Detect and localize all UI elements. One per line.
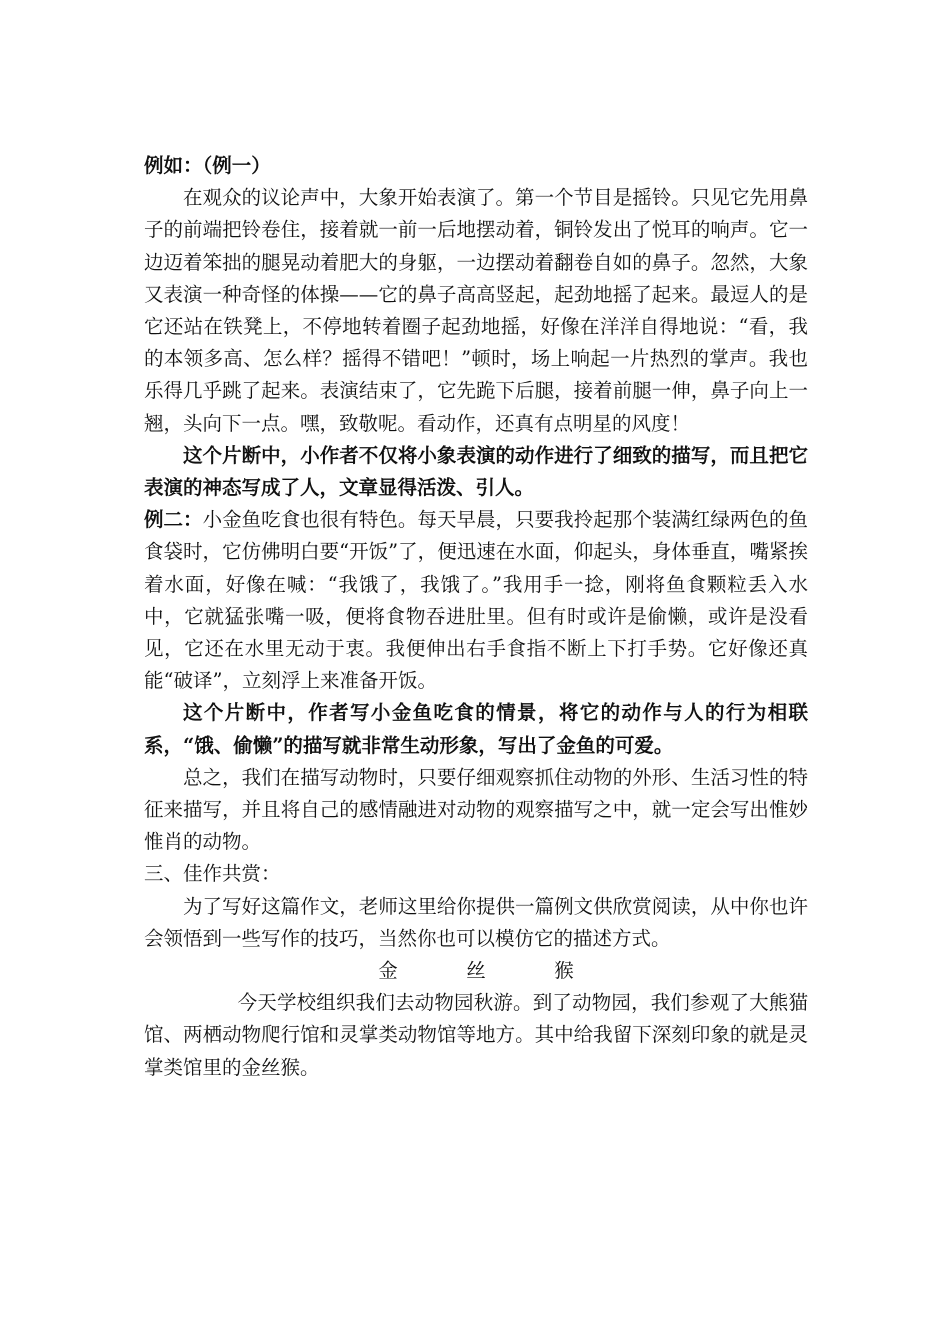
essay-title — [144, 955, 808, 987]
example-one-comment: 这个片断中，小作者不仅将小象表演的动作进行了细致的描写，而且把它表演的神态写成了人，文章显得活泼、引人。 — [144, 443, 808, 500]
essay-title-char-3: 猴 — [554, 959, 574, 983]
example-one-heading: 例如：（例一） — [144, 154, 271, 177]
example-two-text: 小金鱼吃食也很有特色。每天早晨，只要我拎起那个装满红绿两色的鱼食袋时，它仿佛明白要“开饭”了，便迅速在水面，仰起头，身体垂直，嘴紧挨着水面，好像在喊：“我饿了，我饿了。”我用手一捻，刚将鱼食颗粒丢入水中，它就猛张嘴一吸，便将食物吞进肚里。但有时或许是偷懒，或许是没看见，它还在水里无动于衷。我便伸出右手食指不断上下打手势。它好像还真能“破译”，立刻浮上来准备开饭。 — [144, 508, 808, 693]
example-one-paragraph: 在观众的议论声中，大象开始表演了。第一个节目是摇铃。只见它先用鼻子的前端把铃卷住，接着就一前一后地摆动着，铜铃发出了悦耳的响声。它一边迈着笨拙的腿晃动着肥大的身躯，一边摆动着翻卷自如的鼻子。忽然，大象又表演一种奇怪的体操——它的鼻子高高竖起，起劲地摇了起来。最逗人的是它还站在铁凳上，不停地转着圈子起劲地摇，好像在洋洋自得地说：“看，我的本领多高、怎么样？摇得不错吧！”顿时，场上响起一片热烈的掌声。我也乐得几乎跳了起来。表演结束了，它先跪下后腿，接着前腿一伸，鼻子向上一翘，头向下一点。嘿，致敬呢。看动作，还真有点明星的风度！ — [144, 186, 808, 435]
example-two-comment: 这个片断中，作者写小金鱼吃食的情景，将它的动作与人的行为相联系，“饿、偷懒”的描写就非常生动形象，写出了金鱼的可爱。 — [144, 701, 808, 757]
example-two-paragraph — [144, 504, 808, 697]
essay-paragraph-one: 今天学校组织我们去动物园秋游。到了动物园，我们参观了大熊猫馆、两栖动物爬行馆和灵掌类动物馆等地方。其中给我留下深刻印象的就是灵掌类馆里的金丝猴。 — [144, 991, 808, 1079]
example-two-label: 例二： — [144, 508, 203, 532]
summary-paragraph: 总之，我们在描写动物时，只要仔细观察抓住动物的外形、生活习性的特征来描写，并且将自己的感情融进对动物的观察描写之中，就一定会写出惟妙惟肖的动物。 — [144, 765, 808, 854]
essay-title-char-1: 金 — [378, 959, 398, 983]
essay-title-char-2: 丝 — [466, 959, 486, 983]
section-three-heading: 三、佳作共赏： — [144, 862, 281, 886]
document-body — [144, 150, 808, 1084]
intro-paragraph: 为了写好这篇作文，老师这里给你提供一篇例文供欣赏阅读，从中你也许会领悟到一些写作的技巧，当然你也可以模仿它的描述方式。 — [144, 894, 808, 950]
